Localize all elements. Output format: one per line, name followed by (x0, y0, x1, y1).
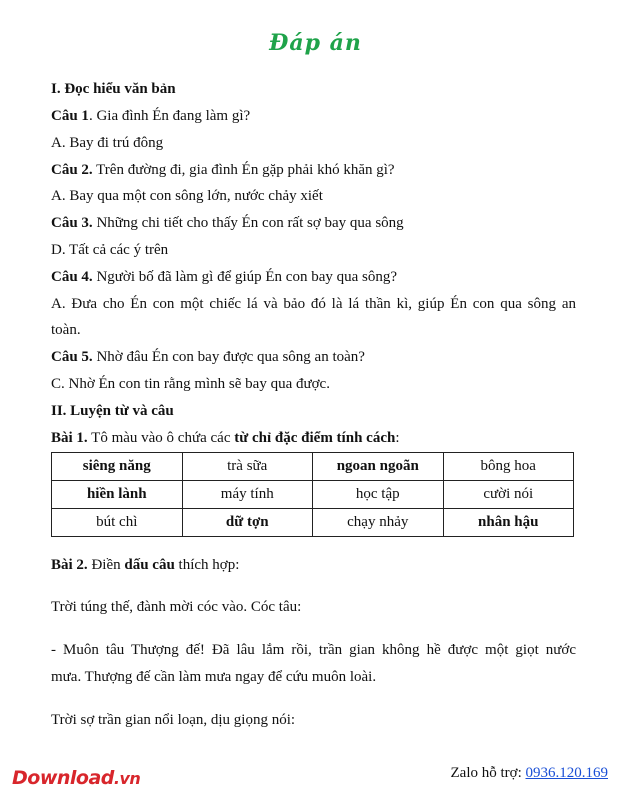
paragraph-2-line2: mưa. Thượng đế cần làm mưa ngay để cứu muôn loài. (51, 669, 377, 685)
table-cell: chạy nhảy (313, 509, 444, 537)
question-4-label: Câu 4. (51, 269, 93, 285)
table-cell: trà sữa (182, 453, 313, 481)
question-4 (51, 268, 576, 286)
table-row (52, 509, 574, 537)
table-cell: bông hoa (443, 453, 574, 481)
table-cell: hiền lành (52, 481, 183, 509)
exercise-2-label: Bài 2. (51, 557, 88, 573)
table-cell: máy tính (182, 481, 313, 509)
logo-main: Download (12, 767, 114, 789)
support-label: Zalo hỗ trợ: (450, 765, 526, 781)
page-title: Đáp án (269, 30, 362, 56)
exercise-1 (51, 429, 576, 447)
table-cell: bút chì (52, 509, 183, 537)
table-row (52, 481, 574, 509)
answer-5: C. Nhờ Én con tin rằng mình sẽ bay qua được. (51, 376, 330, 392)
footer-support (451, 765, 609, 782)
question-2-text: Trên đường đi, gia đình Én gặp phải khó khăn gì? (92, 162, 395, 178)
answer-2: A. Bay qua một con sông lớn, nước chảy xiết (51, 188, 323, 204)
question-1-label: Câu 1 (51, 108, 89, 124)
exercise-1-text: Tô màu vào ô chứa các (87, 430, 235, 446)
table-cell: dữ tợn (182, 509, 313, 537)
exercise-2 (51, 556, 576, 574)
table-cell: siêng năng (52, 453, 183, 481)
question-1 (51, 107, 576, 125)
question-3 (51, 214, 576, 232)
logo-suffix: .vn (113, 769, 141, 788)
paragraph-2-line1: - Muôn tâu Thượng đế! Đã lâu lắm rồi, trần gian không hề được một giọt nước (51, 642, 576, 658)
answer-4-line1: A. Đưa cho Én con một chiếc lá và bảo đó là lá thần kì, giúp Én con qua sông an (51, 296, 576, 312)
question-3-text: Những chi tiết cho thấy Én con rất sợ bay qua sông (92, 215, 404, 231)
question-1-text: . Gia đình Én đang làm gì? (88, 108, 251, 124)
answer-4-line2: toàn. (51, 322, 81, 338)
exercise-2-text: Điền (87, 557, 125, 573)
exercise-1-label: Bài 1. (51, 430, 88, 446)
exercise-1-after: : (395, 430, 400, 446)
word-table (51, 452, 574, 537)
exercise-2-bold: dấu câu (124, 557, 175, 573)
question-5-label: Câu 5. (51, 349, 93, 365)
section1-heading: I. Đọc hiểu văn bản (51, 81, 176, 97)
table-cell: nhân hậu (443, 509, 574, 537)
section2-heading: II. Luyện từ và câu (51, 403, 174, 419)
question-5-text: Nhờ đâu Én con bay được qua sông an toàn? (92, 349, 365, 365)
question-2-label: Câu 2. (51, 162, 93, 178)
table-cell: học tập (313, 481, 444, 509)
paragraph-3: Trời sợ trần gian nổi loạn, dịu giọng nói: (51, 712, 296, 728)
question-3-label: Câu 3. (51, 215, 93, 231)
question-4-text: Người bố đã làm gì để giúp Én con bay qua sông? (92, 269, 398, 285)
answer-3: D. Tất cả các ý trên (51, 242, 169, 258)
exercise-1-bold: từ chỉ đặc điểm tính cách (234, 430, 396, 446)
support-phone-link[interactable]: 0936.120.169 (525, 765, 608, 781)
table-cell: ngoan ngoãn (313, 453, 444, 481)
exercise-2-after: thích hợp: (174, 557, 240, 573)
download-logo[interactable] (12, 767, 140, 789)
question-5 (51, 348, 576, 366)
table-row (52, 453, 574, 481)
question-2 (51, 161, 576, 179)
table-cell: cười nói (443, 481, 574, 509)
paragraph-1: Trời túng thế, đành mời cóc vào. Cóc tâu: (51, 599, 302, 615)
answer-1: A. Bay đi trú đông (51, 135, 164, 151)
